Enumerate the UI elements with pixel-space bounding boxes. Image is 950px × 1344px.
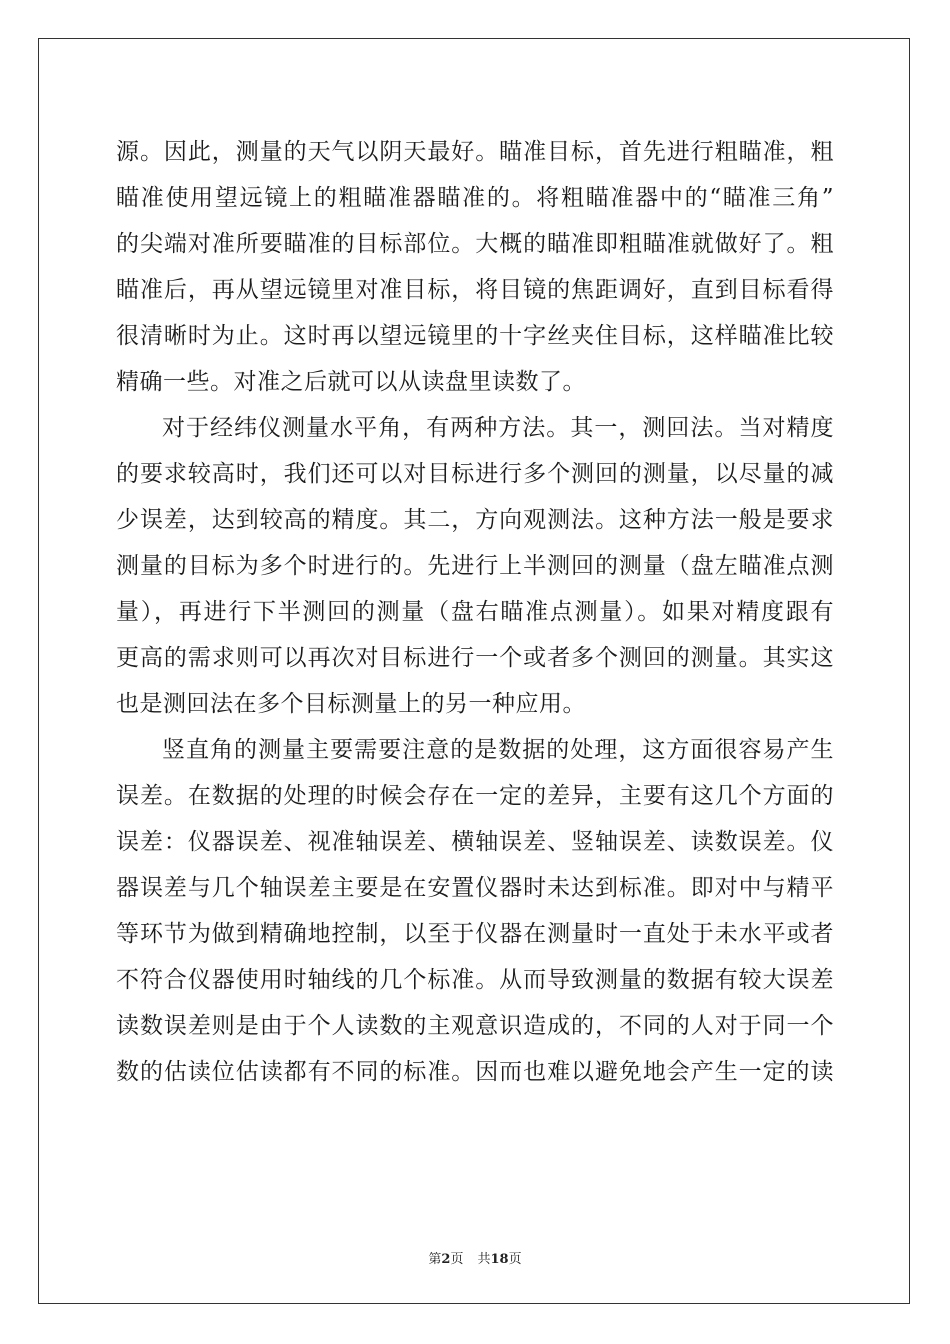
paragraph-start-line: 竖直角的测量主要需要注意的是数据的处理，这方面很容易产生	[162, 737, 834, 763]
text-line: 等环节为做到精确地控制，以至于仪器在测量时一直处于未水平或者	[116, 921, 834, 947]
text-line: 少误差，达到较高的精度。其二，方向观测法。这种方法一般是要求	[116, 507, 834, 533]
text-line: 精确一些。对准之后就可以从读盘里读数了。	[116, 369, 586, 395]
text-line: 测量的目标为多个时进行的。先进行上半测回的测量（盘左瞄准点测	[116, 553, 834, 579]
page-footer	[0, 1248, 950, 1267]
text-line: 误差：仪器误差、视准轴误差、横轴误差、竖轴误差、读数误差。仪	[116, 829, 834, 855]
text-line: 读数误差则是由于个人读数的主观意识造成的，不同的人对于同一个	[116, 1013, 834, 1039]
text-line: 也是测回法在多个目标测量上的另一种应用。	[116, 691, 586, 717]
document-body	[116, 129, 834, 1095]
page-number-label: 第2页	[428, 1252, 464, 1267]
text-line: 源。因此，测量的天气以阴天最好。瞄准目标，首先进行粗瞄准，粗	[116, 139, 834, 165]
text-line: 的尖端对准所要瞄准的目标部位。大概的瞄准即粗瞄准就做好了。粗	[116, 231, 834, 257]
text-line: 器误差与几个轴误差主要是在安置仪器时未达到标准。即对中与精平	[116, 875, 834, 901]
text-line: 很清晰时为止。这时再以望远镜里的十字丝夹住目标，这样瞄准比较	[116, 323, 834, 349]
text-line: 的要求较高时，我们还可以对目标进行多个测回的测量，以尽量的减	[116, 461, 834, 487]
text-line: 瞄准后，再从望远镜里对准目标，将目镜的焦距调好，直到目标看得	[116, 277, 834, 303]
text-line: 误差。在数据的处理的时候会存在一定的差异，主要有这几个方面的	[116, 783, 834, 809]
text-line: 数的估读位估读都有不同的标准。因而也难以避免地会产生一定的读	[116, 1059, 834, 1085]
text-line: 不符合仪器使用时轴线的几个标准。从而导致测量的数据有较大误差	[116, 967, 834, 993]
total-pages-label: 共18页	[477, 1252, 522, 1267]
text-line: 瞄准使用望远镜上的粗瞄准器瞄准的。将粗瞄准器中的“瞄准三角”	[116, 185, 834, 211]
text-line: 量），再进行下半测回的测量（盘右瞄准点测量）。如果对精度跟有	[116, 599, 834, 625]
text-line: 更高的需求则可以再次对目标进行一个或者多个测回的测量。其实这	[116, 645, 834, 671]
paragraph-start-line: 对于经纬仪测量水平角，有两种方法。其一，测回法。当对精度	[162, 415, 834, 441]
